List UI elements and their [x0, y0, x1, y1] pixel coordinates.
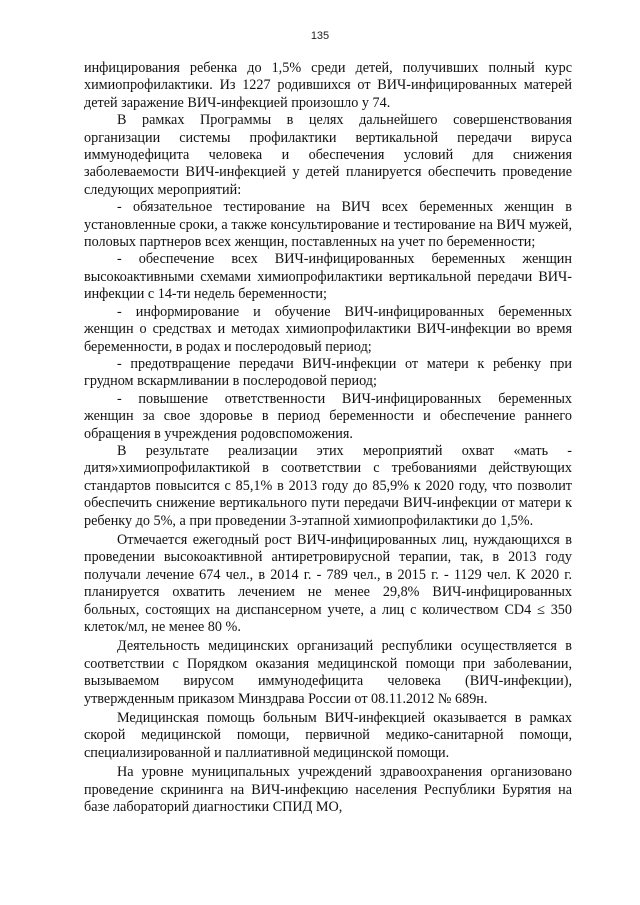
list-item-breastfeeding: - предотвращение передачи ВИЧ-инфекции от матери к ребенку при грудном вскармливании в послеродовой период; — [84, 355, 572, 390]
paragraph-continuation: инфицирования ребенка до 1,5% среди детей, получивших полный курс химиопрофилактики. Из 1227 родившихся от ВИЧ-инфицированных матерей детей заражение ВИЧ-инфекцией произошло у 74. — [84, 60, 572, 111]
paragraph-medical-organizations: Деятельность медицинских организаций республики осуществляется в соответствии с Порядком оказания медицинской помощи при заболевании, вызываемом вирусом иммунодефицита человека (ВИЧ-инфекции), утвержденным приказом Минздрава России от 08.11.2012 № 689н. — [84, 638, 572, 707]
list-item-testing: - обязательное тестирование на ВИЧ всех беременных женщин в установленные сроки, а также консультирование и тестирование на ВИЧ мужей, половых партнеров всех женщин, поставленных на учет по беременности; — [84, 199, 572, 251]
paragraph-medical-care: Медицинская помощь больным ВИЧ-инфекцией оказывается в рамках скорой медицинской помощи, первичной медико-санитарной помощи, специализированной и паллиативной медицинской помощи. — [84, 710, 572, 761]
list-item-chemoprophylaxis: - обеспечение всех ВИЧ-инфицированных беременных женщин высокоактивными схемами химиопрофилактики вертикальной передачи ВИЧ-инфекции с 14-ти недель беременности; — [84, 251, 572, 303]
body-text — [84, 60, 572, 816]
page-number: 135 — [310, 30, 330, 42]
list-item-education: - информирование и обучение ВИЧ-инфицированных беременных женщин о средствах и методах химиопрофилактики ВИЧ-инфекции во время беременности, в родах и послеродовый период; — [84, 303, 572, 355]
list-item-responsibility: - повышение ответственности ВИЧ-инфицированных беременных женщин за свое здоровье в период беременности и обеспечение раннего обращения в учреждения родовспоможения. — [84, 390, 572, 442]
paragraph-screening: На уровне муниципальных учреждений здравоохранения организовано проведение скрининга на ВИЧ-инфекцию населения Республики Бурятия на базе лабораторий диагностики СПИД МО, — [84, 764, 572, 816]
paragraph-therapy-growth: Отмечается ежегодный рост ВИЧ-инфицированных лиц, нуждающихся в проведении высокоактивной антиретровирусной терапии, так, в 2013 году получали лечение 674 чел., в 2014 г. - 789 чел., в 2015 г. - 1129 чел. К 2020 г. планируется охватить лечением не менее 29,8% ВИЧ-инфицированных больных, состоящих на диспансерном учете, а лиц с количеством CD4 ≤ 350 клеток/мл, не менее 80 %. — [84, 531, 572, 635]
paragraph-program-intro: В рамках Программы в целях дальнейшего совершенствования организации системы профилактики вертикальной передачи вируса иммунодефицита человека и обеспечения условий для снижения заболеваемости ВИЧ-инфекцией у детей планируется обеспечить проведение следующих мероприятий: — [84, 112, 572, 198]
paragraph-results: В результате реализации этих мероприятий охват «мать - дитя»химиопрофилактикой в соответствии с требованиями действующих стандартов повысится с 85,1% в 2013 году до 85,9% к 2020 году, что позволит обеспечить снижение вертикального пути передачи ВИЧ-инфекции от матери к ребенку до 5%, а при проведении 3-этапной химиопрофилактики до 1,5%. — [84, 442, 572, 529]
